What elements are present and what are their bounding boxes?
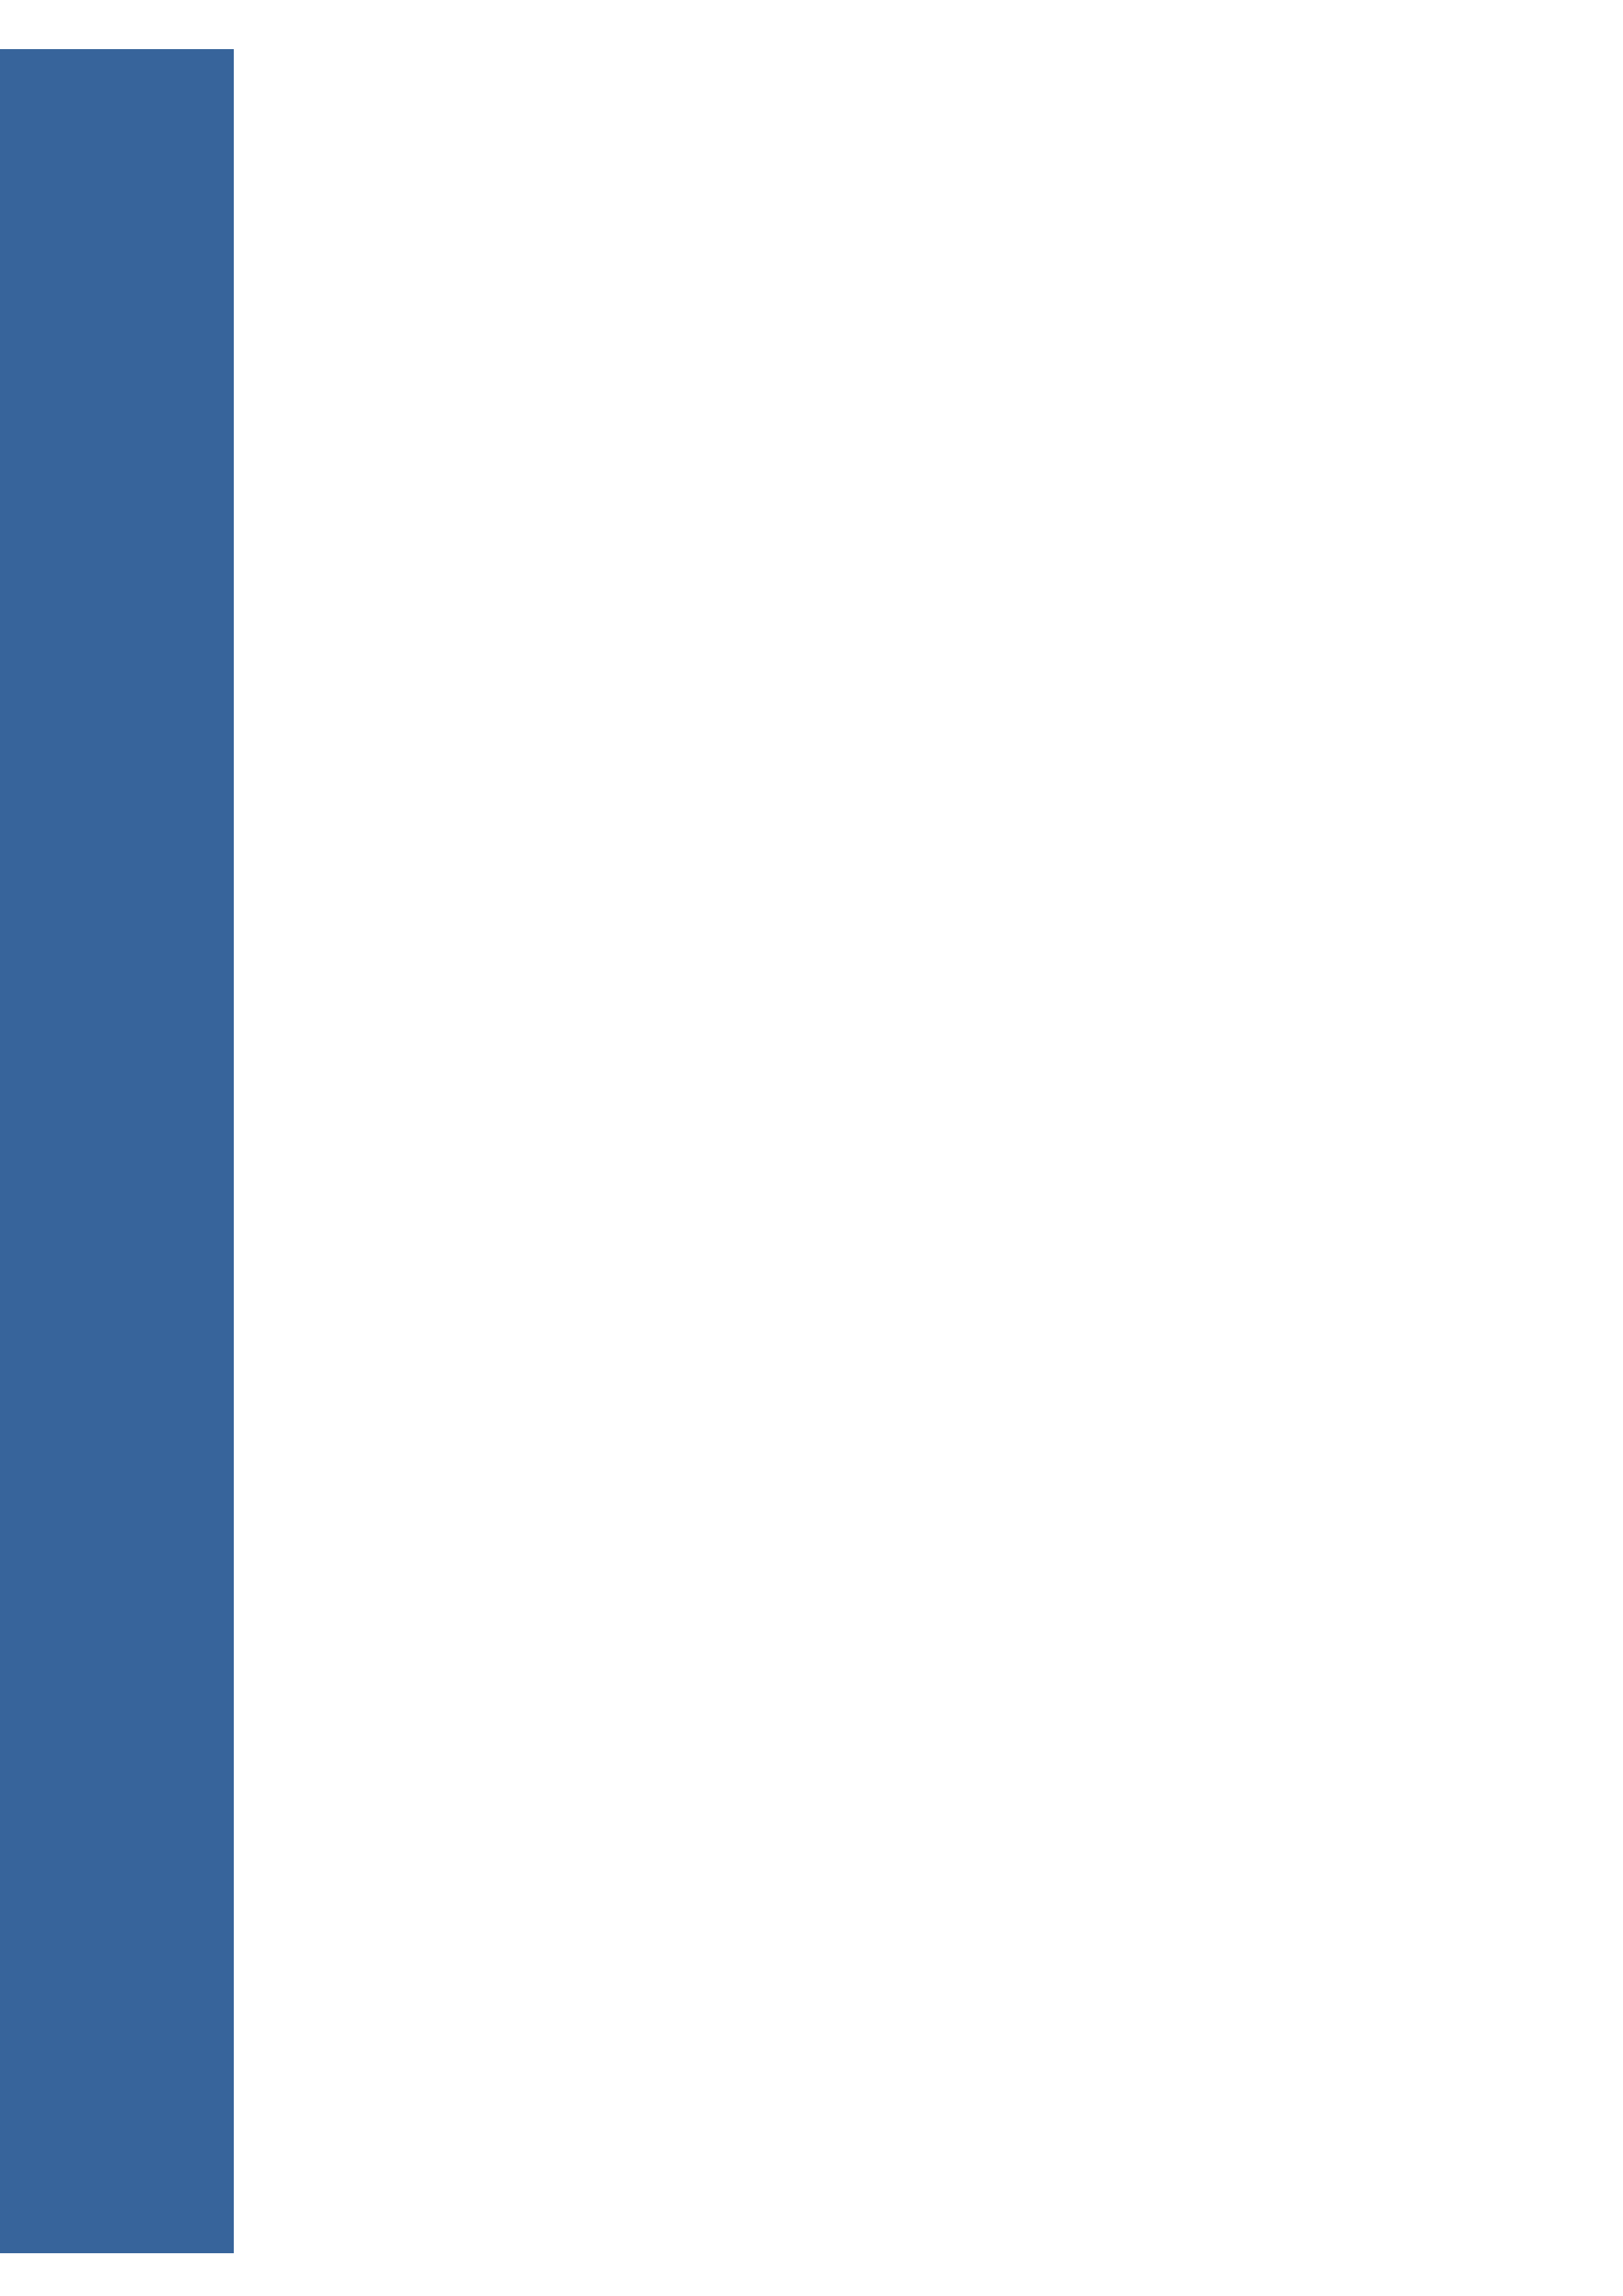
sidebar-bar [0, 49, 234, 2253]
btree-diagram [262, 95, 1593, 832]
document-body [255, 875, 1602, 925]
